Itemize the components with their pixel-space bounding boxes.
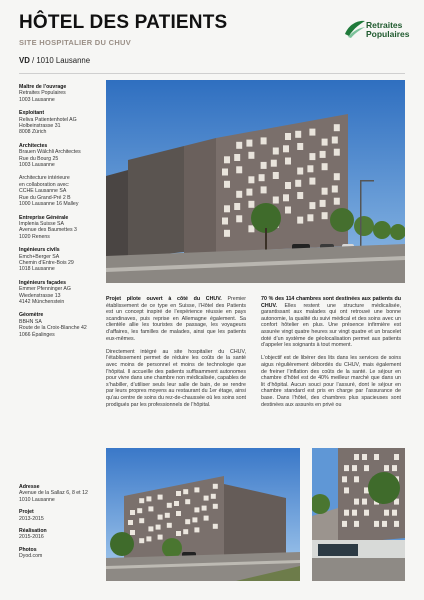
window [222,218,228,225]
credit-line: Reliva Patientenhotel AG [19,116,77,123]
credit-line: Chemin d’Entre-Bois 29 [19,259,74,266]
credit-line: 1003 Lausanne [19,162,55,169]
credit-heading: Maître de l’ouvrage [19,84,67,90]
leaf-logo-icon [344,18,366,40]
window [362,499,367,505]
window [246,140,252,147]
window [283,194,289,201]
window [384,510,389,516]
window [285,207,291,214]
window [259,174,265,181]
credit-block [19,280,103,306]
credit-line: 1020 Renens [19,233,50,240]
window [334,149,340,156]
window [248,152,254,159]
window [176,531,181,536]
window [176,511,181,516]
credit-line: Architecture intérieure [19,175,70,182]
credit-line: Dyod.com [19,553,43,560]
window [354,521,359,527]
window [394,454,399,460]
window [285,182,291,189]
window [309,129,315,136]
window [283,145,289,152]
credit-block [19,84,103,103]
window [273,148,279,155]
article-column-2 [261,296,401,415]
credit-line: 1000 Lausanne 16 Malley [19,201,79,208]
window [374,521,379,527]
window [167,523,172,528]
window [158,495,163,500]
window [236,142,242,149]
credit-line: 1066 Épalinges [19,331,55,338]
window [130,510,135,515]
credits-sidebar [19,84,103,345]
credit-block [19,215,103,241]
project-info-sidebar [19,484,103,566]
credit-heading: Adresse [19,484,40,490]
window [176,491,181,496]
credit-line: Rue du Bourg 25 [19,155,59,162]
window [354,454,359,460]
window [297,192,303,199]
window [139,498,144,503]
paragraph [261,296,401,349]
window [261,137,267,144]
window [295,180,301,187]
credit-block [19,547,103,560]
window [342,521,347,527]
window [167,503,172,508]
window [202,506,207,511]
credit-line: Brauen Wälchli Architectes [19,149,81,156]
window [128,520,133,525]
window [309,202,315,209]
credit-line: 2015-2016 [19,534,44,541]
window [248,176,254,183]
window [261,186,267,193]
window [194,507,199,512]
window [158,535,163,540]
window [185,519,190,524]
window [309,153,315,160]
window [246,189,252,196]
credit-block [19,247,103,273]
window [307,165,313,172]
page-header [19,12,409,72]
credit-line: 4142 Münchenstein [19,298,65,305]
credit-line: 2013-2015 [19,515,44,522]
window [213,504,218,509]
window [137,508,142,513]
window [273,172,279,179]
credit-line: CCHE Lausanne SA [19,188,67,195]
window [204,516,209,521]
window [146,496,151,501]
credit-line: Wiedenstrasse 13 [19,292,61,299]
paragraph: L’objectif est de libérer des lits dans les services de soins aigus régulièrement débordés du CHUV, mais également de freiner l’inflation des coûts de la santé. Le séjour en chambre d’hôtel est de 40% meilleur marché que dans un lit d’hôpital. Aucun souci pour l’assuré, dont le séjour en chambre standard est pris en charge par l’assurance de base. Dans l’hôtel, des chambres plus spacieuses sont destinées aux assurés en privé ou [261,355,401,408]
window [139,538,144,543]
window [344,487,349,493]
window [148,506,153,511]
window [354,476,359,482]
credit-block [19,175,103,207]
window [364,510,369,516]
window [213,484,218,489]
window [285,158,291,165]
window [297,143,303,150]
window [352,465,357,471]
credit-heading: Exploitant [19,110,45,117]
credit-line: Retraites Populaires [19,90,66,97]
credit-line: 1003 Lausanne [19,96,55,103]
window [342,476,347,482]
window [236,191,242,198]
window [224,181,230,188]
window [183,529,188,534]
credit-block [19,143,103,169]
window [273,197,279,204]
window [322,212,328,219]
header-divider [19,73,405,74]
credit-heading: Architectes [19,142,48,149]
credit-heading: Projet [19,509,34,516]
window [213,524,218,529]
window [156,525,161,530]
window [392,465,397,471]
window [352,510,357,516]
credit-heading: Photos [19,546,37,553]
window [194,527,199,532]
window [139,518,144,523]
credit-block [19,509,103,522]
window [295,131,301,138]
credit-block [19,528,103,541]
window [362,454,367,460]
window [344,510,349,516]
credit-line: 8008 Zürich [19,129,47,136]
window [309,178,315,185]
building-photo-wide [106,448,300,581]
credit-line: 1010 Lausanne [19,496,55,503]
credit-line: Route de la Croix-Blanche 42 [19,325,87,332]
credit-heading: Réalisation [19,528,47,535]
logo-line1: Retraites [366,20,403,30]
window [344,465,349,471]
credit-heading: Ingénieurs façades [19,279,66,286]
credit-line: Avenue de la Sallaz 6, 8 et 12 [19,490,88,497]
window [332,137,338,144]
window [130,530,135,535]
window [382,521,387,527]
window [384,465,389,471]
page-title: HÔTEL DES PATIENTS [19,12,228,33]
paragraph [106,296,246,342]
window [224,156,230,163]
window [185,499,190,504]
window [174,501,179,506]
window [322,163,328,170]
window [224,205,230,212]
window [297,217,303,224]
paragraph: Directement intégré au site hospitalier du CHUV, l’établissement permet de réduire les coûts de la santé avec moins de personnel et moins de technologie que l’hôpital. Il accueille des patients suffisamment autonomes pour vivre dans une chambre non médicalisée, capables de s’habiller, d’utiliser seuls leur salle de bain, de se rendre par leurs propres moyens au restaurant du 1er étage, ainsi qu’au centre de soins du rez-de-chaussée où les soins sont prodigués par les professionnels de l’hôpital. [106,348,246,408]
logo-line2: Populaires [366,29,410,39]
credit-line: Avenue des Baumettes 3 [19,227,77,234]
credit-block [19,110,103,136]
window [374,454,379,460]
window [211,494,216,499]
window [261,162,267,169]
credit-line: Rue du Grand-Pré 2 B [19,194,71,201]
window [285,133,291,140]
credit-line: Implenia Suisse SA [19,220,64,227]
credit-line: en collaboration avec: [19,181,70,188]
retraites-populaires-logo [344,18,419,48]
window [158,515,163,520]
window [248,201,254,208]
window [394,521,399,527]
window [307,214,313,221]
window [364,465,369,471]
window [183,489,188,494]
window [224,230,230,237]
window [204,496,209,501]
window [222,169,228,176]
canton-code: VD [19,56,30,65]
paragraph-text: Premier établissement de ce type en Suisse, l’Hôtel des Patients est un concept inspiré de l’expérience réussie en pays scandinaves, puis reprise en Allemagne également. Sa clientèle allie les touristes de passage, les voyageurs d’affaires, les familles de malades, ainsi que les patients eux-mêmes. [106,296,246,342]
window [271,160,277,167]
window [392,510,397,516]
window [194,487,199,492]
window [236,215,242,222]
window [234,154,240,161]
location-line [19,56,90,65]
window [148,526,153,531]
window [165,513,170,518]
article-column-1 [106,296,246,415]
window [334,173,340,180]
page-subtitle: SITE HOSPITALIER DU CHUV [19,38,132,47]
credit-line: 1018 Lausanne [19,266,55,273]
paragraph-lead: 70 % des 114 chambres sont destinées aux patients du CHUV. [261,296,401,309]
window [322,188,328,195]
window [334,198,340,205]
paragraph-lead: Projet pilote ouvert à côté du CHUV. [106,296,222,302]
window [332,186,338,193]
credit-block [19,484,103,503]
window [320,200,326,207]
window [297,168,303,175]
credit-line: BBHN SA [19,318,42,325]
credit-line: Emmer Pfenninger AG [19,286,71,293]
window [248,225,254,232]
window [234,203,240,210]
window [322,139,328,146]
building-entrance-photo [312,448,405,581]
city: / 1010 Lausanne [29,56,91,65]
window [320,151,326,158]
building-photo-main [106,80,405,283]
window [334,124,340,131]
window [192,517,197,522]
window [354,499,359,505]
window [236,166,242,173]
credit-line: Holbeinstrasse 31 [19,123,61,130]
credit-block [19,312,103,338]
credit-heading: Géomètre [19,312,44,319]
credit-heading: Entreprise Générale [19,214,69,221]
paragraph-text: Elles restent une structure médicalisée, garantissant aux malades qui ont retrouvé une bonne autonomie, la qualité du suivi médical et des soins avec un confort hôtelier en plus. Une présence infirmière est assurée vingt quatre heures sur vingt quatre et un bracelet doté d’un système de géolocalisation permet aux patients d’appeler les soignants à tout moment. [261,302,401,349]
credit-heading: Ingénieurs civils [19,247,60,254]
credit-line: Emch+Berger SA [19,253,60,260]
window [146,536,151,541]
